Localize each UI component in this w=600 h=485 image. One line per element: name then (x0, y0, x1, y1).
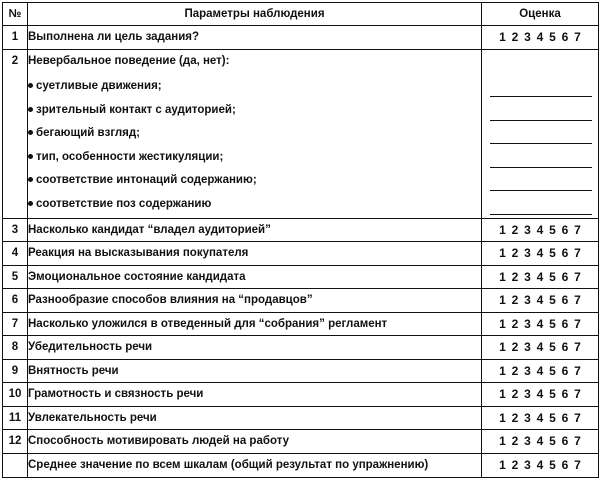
scale-option[interactable]: 3 (524, 316, 531, 331)
rating-scale[interactable] (482, 406, 599, 430)
table-row (3, 289, 599, 313)
scale-option[interactable]: 6 (561, 316, 569, 331)
scale-option[interactable]: 3 (524, 222, 531, 237)
scale-option[interactable]: 2 (511, 458, 519, 472)
rating-scale[interactable] (482, 242, 599, 266)
row-label: Способность мотивировать людей на работу (28, 430, 482, 454)
scale-option[interactable]: 1 (499, 387, 506, 402)
row-label: Внятность речи (28, 359, 482, 383)
scale-option[interactable]: 4 (536, 387, 544, 402)
row-number: 8 (3, 336, 28, 360)
row-label: Убедительность речи (28, 336, 482, 360)
row-number: 9 (3, 359, 28, 383)
scale-option[interactable]: 1 (499, 434, 506, 449)
scale-option[interactable]: 3 (524, 434, 531, 449)
list-item-text: бегающий взгляд; (36, 127, 140, 139)
row-number-empty (3, 453, 28, 477)
table-row (3, 359, 599, 383)
list-item-text: зрительный контакт с аудиторией; (36, 103, 236, 116)
table-row (3, 383, 599, 407)
scale-option[interactable]: 5 (549, 222, 556, 237)
scale-option[interactable]: 6 (561, 293, 569, 308)
scale-option[interactable]: 1 (499, 340, 506, 355)
scale-option[interactable]: 4 (536, 293, 544, 308)
scale-option[interactable]: 7 (574, 434, 581, 449)
row-label: Увлекательность речи (28, 406, 482, 430)
rating-scale[interactable] (482, 218, 599, 242)
header-parameters: Параметры наблюдения (28, 3, 482, 26)
scale-option[interactable]: 6 (561, 363, 569, 378)
scale-option[interactable]: 3 (524, 410, 531, 425)
answer-blank[interactable] (482, 100, 598, 124)
rating-scale[interactable] (482, 312, 599, 336)
scale-option[interactable]: 3 (524, 269, 531, 284)
list-item (28, 99, 481, 123)
answer-blank[interactable] (482, 77, 598, 101)
nonverbal-block (28, 49, 482, 218)
row-number: 1 (3, 26, 28, 50)
list-item-text: тип, особенности жестикуляции; (36, 150, 224, 163)
scale-option[interactable]: 4 (536, 269, 544, 284)
scale-option[interactable]: 7 (574, 293, 581, 308)
scale-option[interactable]: 5 (549, 458, 556, 472)
table-row-nonverbal (3, 49, 599, 218)
list-item (28, 75, 481, 99)
scale-option[interactable]: 1 (499, 316, 506, 331)
scale-option[interactable]: 4 (536, 340, 544, 355)
row-number: 7 (3, 312, 28, 336)
scale-option[interactable]: 1 (499, 30, 506, 45)
scale-option[interactable]: 2 (511, 222, 519, 237)
scale-option[interactable]: 3 (524, 340, 531, 355)
answer-blank[interactable] (482, 194, 598, 218)
scale-option[interactable]: 1 (499, 363, 506, 378)
row-number: 3 (3, 218, 28, 242)
scale-option[interactable]: 3 (524, 363, 531, 378)
table-row (3, 312, 599, 336)
row-label: Невербальное поведение (да, нет): (28, 55, 230, 67)
bullet-icon (28, 130, 33, 135)
list-item (28, 146, 481, 170)
scale-option[interactable]: 2 (511, 387, 519, 402)
row-number: 12 (3, 430, 28, 454)
scale-option[interactable]: 3 (524, 30, 531, 45)
rating-scale[interactable] (482, 26, 599, 50)
row-number: 10 (3, 383, 28, 407)
scale-option[interactable]: 5 (549, 387, 556, 402)
row-label: Эмоциональное состояние кандидата (28, 265, 482, 289)
scale-option[interactable]: 2 (511, 269, 519, 284)
scale-option[interactable]: 6 (561, 30, 569, 45)
scale-option[interactable]: 1 (499, 246, 506, 261)
scale-option[interactable]: 4 (536, 410, 544, 425)
table-row (3, 26, 599, 50)
scale-option[interactable]: 7 (574, 269, 581, 284)
scale-option[interactable]: 6 (561, 269, 569, 284)
scale-option[interactable]: 1 (499, 410, 506, 425)
row-label: Реакция на высказывания покупателя (28, 242, 482, 266)
scale-option[interactable]: 3 (524, 293, 531, 308)
observation-table (2, 2, 599, 478)
table-row (3, 218, 599, 242)
row-label: Насколько уложился в отведенный для “собрания” регламент (28, 312, 482, 336)
row-label: Выполнена ли цель задания? (28, 26, 482, 50)
list-item-text: соответствие поз содержанию (36, 197, 212, 210)
total-label: Среднее значение по всем шкалам (общий результат по упражнению) (28, 453, 482, 477)
scale-option[interactable]: 7 (574, 458, 581, 472)
scale-option[interactable]: 1 (499, 458, 506, 472)
scale-option[interactable]: 4 (536, 222, 544, 237)
bullet-icon (28, 154, 33, 159)
answer-blanks (482, 49, 599, 218)
scale-option[interactable]: 5 (549, 410, 556, 425)
scale-option[interactable]: 7 (574, 316, 581, 331)
total-row (3, 453, 599, 477)
scale-option[interactable]: 6 (561, 434, 569, 449)
table-row (3, 242, 599, 266)
bullet-icon (28, 83, 33, 88)
scale-option[interactable]: 6 (561, 458, 569, 472)
row-number: 5 (3, 265, 28, 289)
list-item (28, 169, 481, 193)
scale-option[interactable]: 4 (536, 458, 544, 472)
list-item (28, 193, 481, 217)
list-item-text: суетливые движения; (36, 80, 162, 92)
scale-option[interactable]: 2 (511, 246, 519, 261)
answer-blank[interactable] (482, 171, 598, 195)
scale-option[interactable]: 1 (499, 222, 506, 237)
answer-blank[interactable] (482, 147, 598, 171)
scale-option[interactable]: 6 (561, 340, 569, 355)
rating-scale[interactable] (482, 359, 599, 383)
scale-option[interactable]: 6 (561, 222, 569, 237)
scale-option[interactable]: 5 (549, 246, 556, 261)
row-number: 4 (3, 242, 28, 266)
rating-scale[interactable] (482, 265, 599, 289)
scale-option[interactable]: 5 (549, 340, 556, 355)
table-row (3, 336, 599, 360)
header-number: № (3, 3, 28, 26)
scale-option[interactable]: 6 (561, 246, 569, 261)
rating-scale[interactable] (482, 383, 599, 407)
scale-option[interactable]: 2 (511, 410, 519, 425)
scale-option[interactable]: 5 (549, 434, 556, 449)
scale-option[interactable]: 5 (549, 269, 556, 284)
scale-option[interactable]: 4 (536, 30, 544, 45)
scale-option[interactable]: 1 (499, 269, 506, 284)
table-row (3, 430, 599, 454)
scale-option[interactable]: 7 (574, 363, 581, 378)
scale-option[interactable]: 7 (574, 222, 581, 237)
scale-option[interactable]: 6 (561, 410, 569, 425)
row-number: 2 (3, 49, 28, 218)
table-header-row (3, 3, 599, 26)
scale-option[interactable]: 5 (549, 30, 556, 45)
rating-scale-total[interactable] (482, 453, 599, 477)
rating-scale[interactable] (482, 289, 599, 313)
scale-option[interactable]: 6 (561, 387, 569, 402)
scale-option[interactable]: 4 (536, 246, 544, 261)
row-label: Разнообразие способов влияния на “продавцов” (28, 289, 482, 313)
answer-blank[interactable] (482, 124, 598, 148)
scale-option[interactable]: 7 (574, 340, 581, 355)
scale-option[interactable]: 7 (574, 30, 581, 45)
row-label: Грамотность и связность речи (28, 383, 482, 407)
scale-option[interactable]: 3 (524, 387, 531, 402)
bullet-icon (28, 177, 33, 182)
scale-option[interactable]: 2 (511, 434, 519, 449)
scale-option[interactable]: 3 (524, 458, 531, 472)
scale-option[interactable]: 4 (536, 434, 544, 449)
scale-option[interactable]: 7 (574, 246, 581, 261)
scale-option[interactable]: 2 (511, 363, 519, 378)
rating-scale[interactable] (482, 430, 599, 454)
list-item-text: соответствие интонаций содержанию; (36, 174, 257, 186)
scale-option[interactable]: 7 (574, 410, 581, 425)
scale-option[interactable]: 2 (511, 340, 519, 355)
scale-option[interactable]: 5 (549, 316, 556, 331)
scale-option[interactable]: 5 (549, 363, 556, 378)
scale-option[interactable]: 4 (536, 363, 544, 378)
scale-option[interactable]: 1 (499, 293, 506, 308)
row-number: 6 (3, 289, 28, 313)
scale-option[interactable]: 2 (511, 316, 519, 331)
bullet-icon (28, 201, 33, 206)
scale-option[interactable]: 4 (536, 316, 544, 331)
table-row (3, 406, 599, 430)
row-label: Насколько кандидат “владел аудиторией” (28, 218, 482, 242)
row-number: 11 (3, 406, 28, 430)
scale-option[interactable]: 2 (511, 293, 519, 308)
table-row (3, 265, 599, 289)
rating-scale[interactable] (482, 336, 599, 360)
scale-option[interactable]: 3 (524, 246, 531, 261)
bullet-icon (28, 107, 33, 112)
scale-option[interactable]: 5 (549, 293, 556, 308)
scale-option[interactable]: 7 (574, 387, 581, 402)
scale-option[interactable]: 2 (511, 30, 519, 45)
header-score: Оценка (482, 3, 599, 26)
list-item (28, 122, 481, 146)
